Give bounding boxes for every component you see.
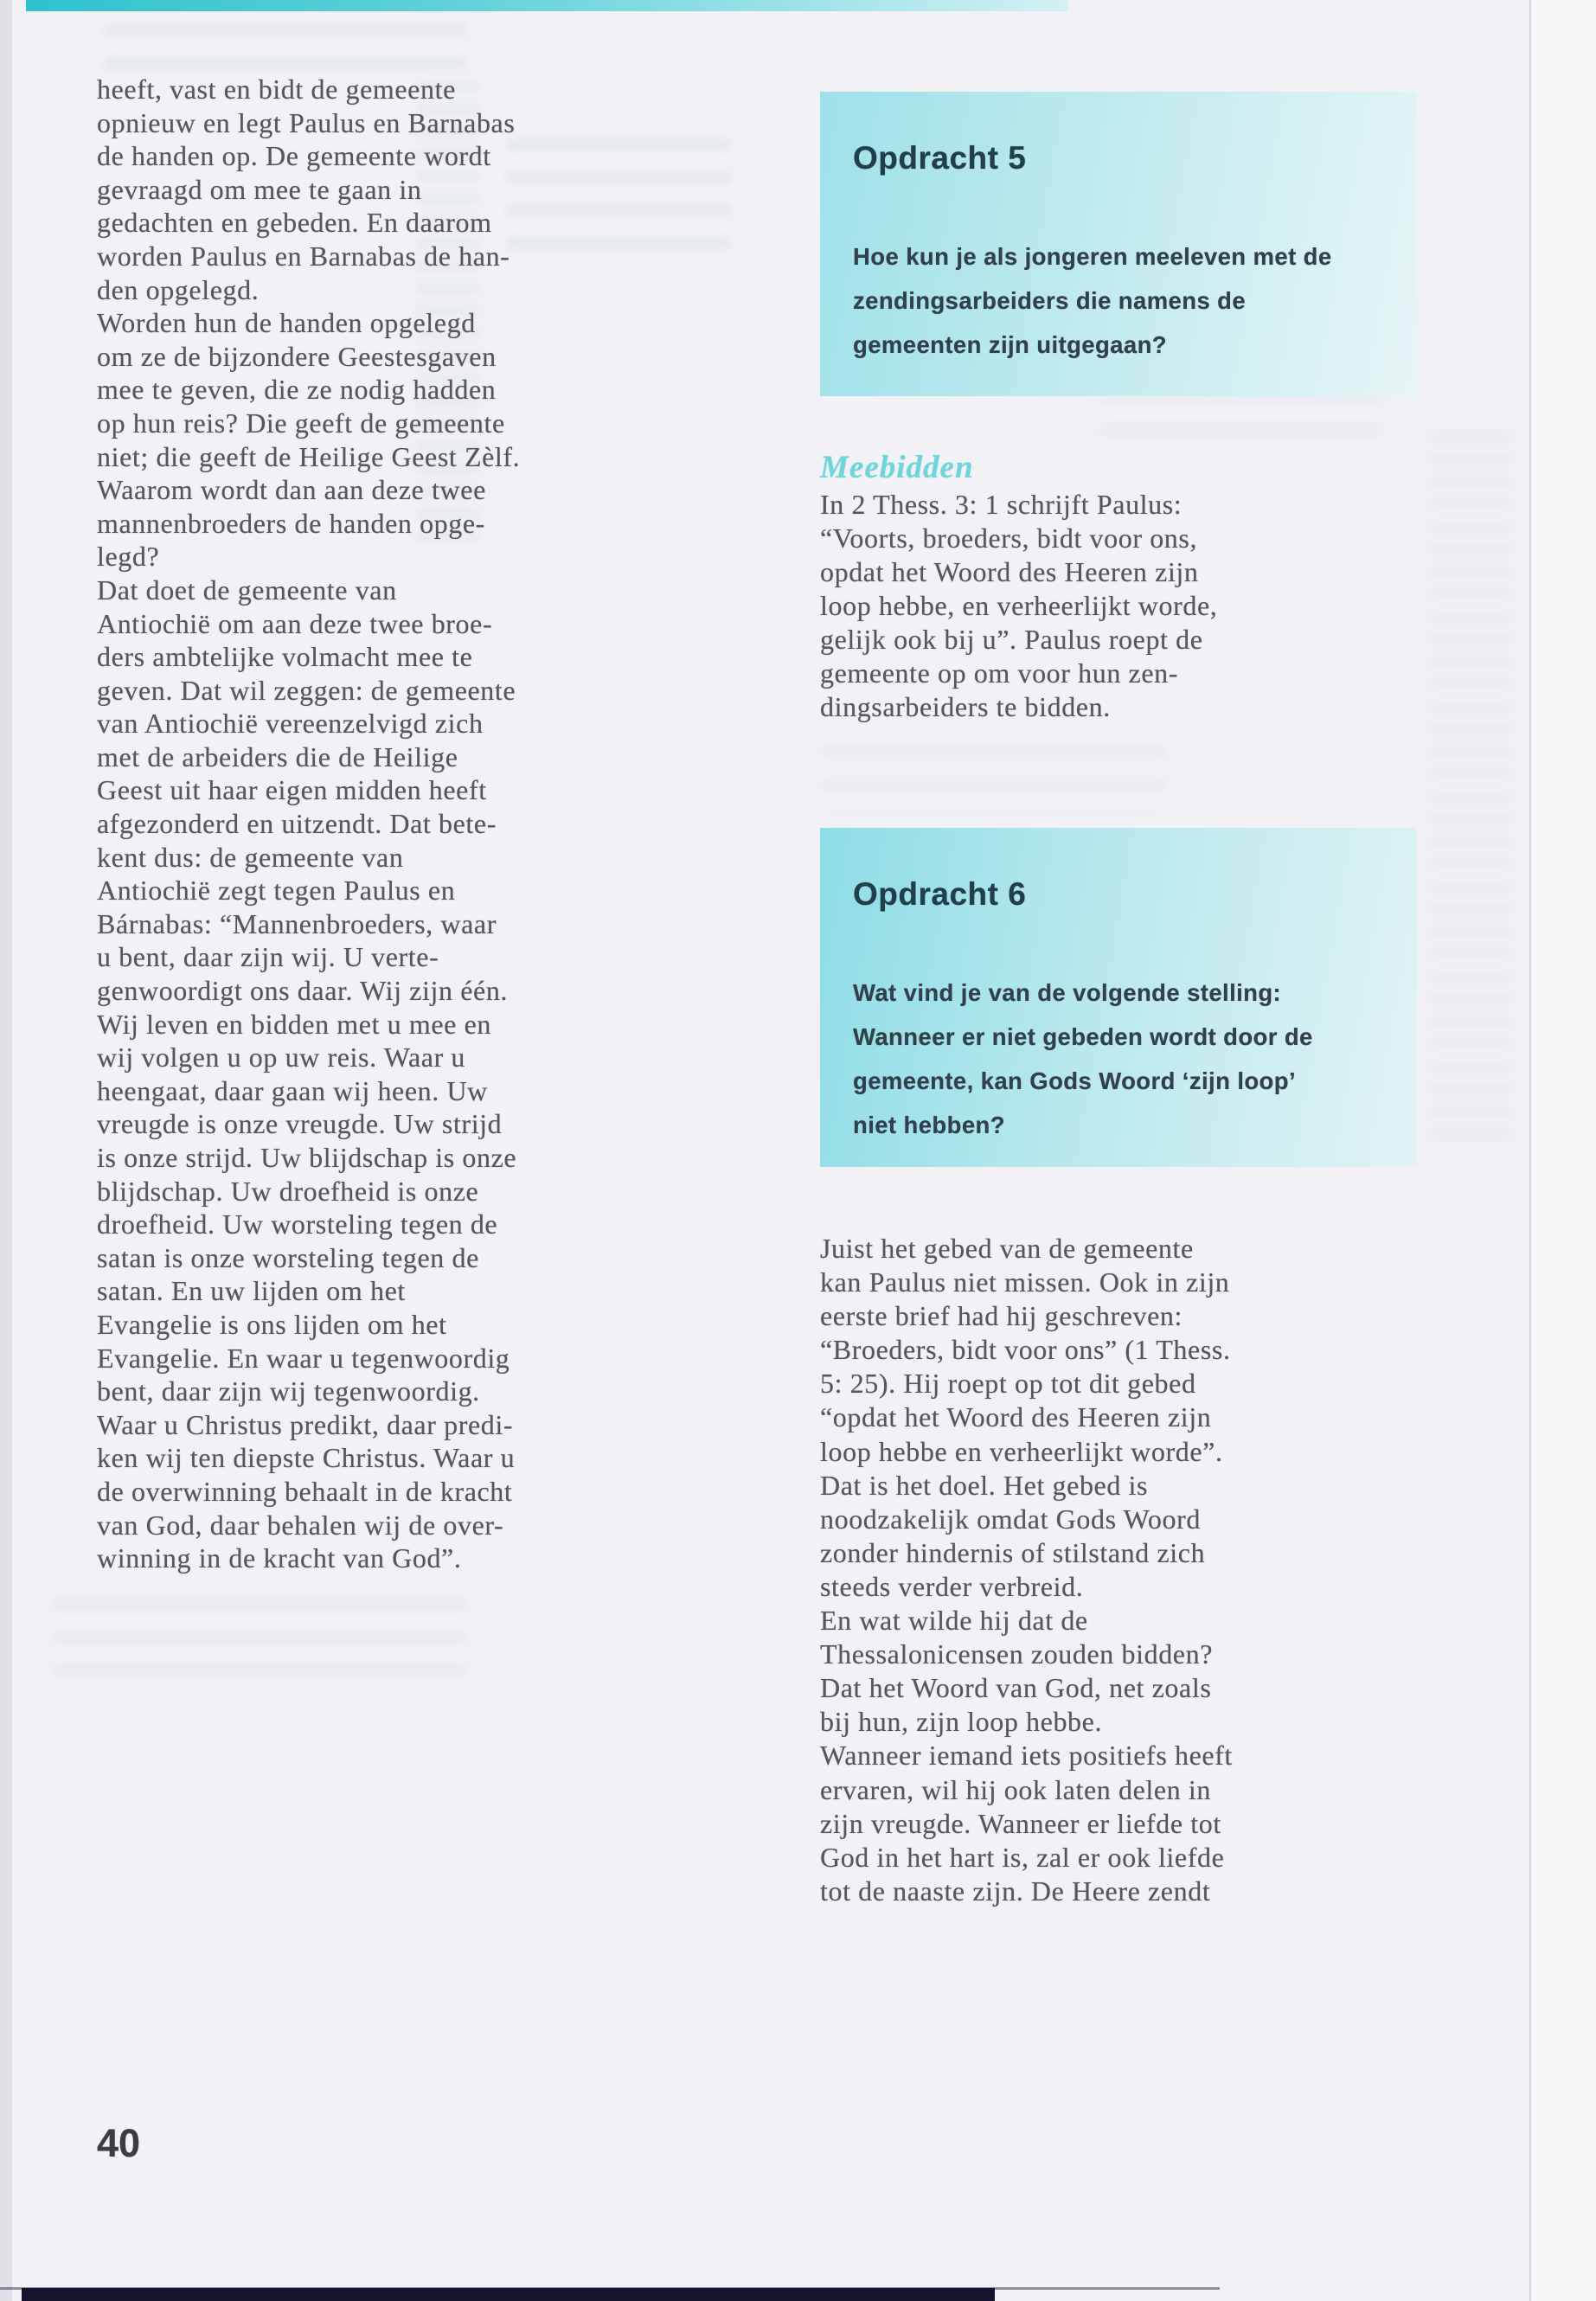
text-line: mee te geven, die ze nodig hadden xyxy=(97,374,497,406)
bleed-through-ghost xyxy=(52,1599,467,1695)
text-line: opdat het Woord des Heeren zijn xyxy=(820,556,1199,587)
bleed-through-ghost xyxy=(1427,433,1514,1142)
text-line: eerste brief had hij geschreven: xyxy=(820,1300,1183,1332)
left-text-column xyxy=(97,73,520,1575)
bleed-through-ghost xyxy=(506,138,731,251)
text-line: Wij leven en bidden met u mee en xyxy=(97,1008,491,1040)
text-line: om ze de bijzondere Geestesgaven xyxy=(97,340,497,372)
text-line: satan is onze worsteling tegen de xyxy=(97,1241,479,1273)
text-line: vreugde is onze vreugde. Uw strijd xyxy=(97,1108,503,1140)
text-line: Bárnabas: “Mannenbroeders, waar xyxy=(97,907,497,939)
text-line: loop hebbe, en verheerlijkt worde, xyxy=(820,590,1218,621)
bleed-through-ghost xyxy=(822,746,1168,815)
text-line: zonder hindernis of stilstand zich xyxy=(820,1536,1206,1568)
text-line: “Voorts, broeders, bidt voor ons, xyxy=(820,522,1198,554)
text-line: 5: 25). Hij roept op tot dit gebed xyxy=(820,1368,1196,1400)
text-line: legd? xyxy=(97,541,160,573)
text-line: niet; die geeft de Heilige Geest Zèlf. xyxy=(97,440,521,472)
text-line: En wat wilde hij dat de xyxy=(820,1605,1088,1637)
text-line: Wanneer iemand iets positiefs heeft xyxy=(820,1740,1233,1772)
text-line: “opdat het Woord des Heeren zijn xyxy=(820,1401,1212,1433)
page-edge-line xyxy=(1529,0,1531,2301)
text-line: tot de naaste zijn. De Heere zendt xyxy=(820,1875,1211,1907)
text-line: Worden hun de handen opgelegd xyxy=(97,307,476,339)
text-line: Wanneer er niet gebeden wordt door de xyxy=(853,1023,1313,1050)
text-line: Dat is het doel. Het gebed is xyxy=(820,1469,1149,1501)
text-line: In 2 Thess. 3: 1 schrijft Paulus: xyxy=(820,489,1183,520)
text-line: u bent, daar zijn wij. U verte- xyxy=(97,941,439,973)
text-line: Wat vind je van de volgende stelling: xyxy=(853,979,1282,1006)
footer-accent-bar xyxy=(22,2288,995,2301)
text-line: ken wij ten diepste Christus. Waar u xyxy=(97,1442,516,1474)
text-line: Juist het gebed van de gemeente xyxy=(820,1233,1194,1264)
page-number: 40 xyxy=(97,2121,141,2165)
text-line: zendingsarbeiders die namens de xyxy=(853,287,1247,314)
text-line: heengaat, daar gaan wij heen. Uw xyxy=(97,1074,488,1106)
text-line: heeft, vast en bidt de gemeente xyxy=(97,74,456,105)
header-accent-bar xyxy=(26,0,1068,11)
text-line: dingsarbeiders te bidden. xyxy=(820,691,1111,722)
text-line: wij volgen u op uw reis. Waar u xyxy=(97,1042,466,1074)
text-line: God in het hart is, zal er ook liefde xyxy=(820,1841,1225,1873)
text-line: is onze strijd. Uw blijdschap is onze xyxy=(97,1142,517,1173)
text-line: de overwinning behaalt in de kracht xyxy=(97,1475,513,1507)
text-line: Evangelie. En waar u tegenwoordig xyxy=(97,1342,510,1374)
text-line: Waar u Christus predikt, daar predi- xyxy=(97,1408,514,1440)
text-line: van God, daar behalen wij de over- xyxy=(97,1509,504,1541)
text-line: genwoordigt ons daar. Wij zijn één. xyxy=(97,975,509,1007)
text-line: Waarom wordt dan aan deze twee xyxy=(97,474,486,506)
scan-right-margin xyxy=(1531,0,1596,2301)
text-line: geven. Dat wil zeggen: de gemeente xyxy=(97,674,516,706)
opdracht-6-title: Opdracht 6 xyxy=(853,876,1027,912)
text-line: blijdschap. Uw droefheid is onze xyxy=(97,1175,479,1207)
text-line: gemeenten zijn uitgegaan? xyxy=(853,331,1167,358)
text-line: satan. En uw lijden om het xyxy=(97,1275,406,1307)
text-line: ervaren, wil hij ook laten delen in xyxy=(820,1773,1211,1805)
scan-left-edge-shadow xyxy=(0,0,12,2301)
text-line: mannenbroeders de handen opge- xyxy=(97,507,485,539)
right-text-column xyxy=(820,1232,1233,1908)
opdracht-6-question xyxy=(853,971,1313,1147)
text-line: den opgelegd. xyxy=(97,273,260,305)
text-line: bent, daar zijn wij tegenwoordig. xyxy=(97,1375,480,1407)
text-line: gemeente, kan Gods Woord ‘zijn loop’ xyxy=(853,1067,1296,1094)
text-line: van Antiochië vereenzelvigd zich xyxy=(97,708,484,740)
text-line: Antiochië zegt tegen Paulus en xyxy=(97,875,456,907)
text-line: steeds verder verbreid. xyxy=(820,1570,1084,1602)
text-line: “Broeders, bidt voor ons” (1 Thess. xyxy=(820,1334,1231,1366)
bleed-through-ghost xyxy=(104,24,467,74)
text-line: bij hun, zijn loop hebbe. xyxy=(820,1706,1103,1738)
text-line: gevraagd om mee te gaan in xyxy=(97,173,422,205)
text-line: Geest uit haar eigen midden heeft xyxy=(97,774,487,806)
opdracht-5-question xyxy=(853,234,1332,367)
text-line: gemeente op om voor hun zen- xyxy=(820,657,1179,689)
text-line: Antiochië om aan deze twee broe- xyxy=(97,607,493,639)
opdracht-6-box xyxy=(820,828,1417,1167)
text-line: Dat doet de gemeente van xyxy=(97,574,397,606)
text-line: loop hebbe en verheerlijkt worde”. xyxy=(820,1435,1223,1467)
text-line: kent dus: de gemeente van xyxy=(97,841,404,873)
text-line: noodzakelijk omdat Gods Woord xyxy=(820,1503,1201,1535)
text-line: ders ambtelijke volmacht mee te xyxy=(97,641,473,673)
text-line: droefheid. Uw worsteling tegen de xyxy=(97,1208,498,1240)
text-line: niet hebben? xyxy=(853,1112,1005,1138)
text-line: worden Paulus en Barnabas de han- xyxy=(97,240,510,272)
text-line: op hun reis? Die geeft de gemeente xyxy=(97,407,505,439)
text-line: Hoe kun je als jongeren meeleven met de xyxy=(853,243,1332,270)
meebidden-paragraph xyxy=(820,488,1217,724)
text-line: zijn vreugde. Wanneer er liefde tot xyxy=(820,1807,1221,1839)
text-line: opnieuw en legt Paulus en Barnabas xyxy=(97,106,516,138)
opdracht-5-title: Opdracht 5 xyxy=(853,140,1027,176)
text-line: kan Paulus niet missen. Ook in zijn xyxy=(820,1266,1230,1298)
text-line: Evangelie is ons lijden om het xyxy=(97,1308,447,1340)
text-line: Dat het Woord van God, net zoals xyxy=(820,1672,1212,1704)
text-line: winning in de kracht van God”. xyxy=(97,1542,462,1574)
opdracht-5-box xyxy=(820,92,1417,396)
text-line: Thessalonicensen zouden bidden? xyxy=(820,1638,1214,1670)
text-line: met de arbeiders die de Heilige xyxy=(97,740,458,772)
meebidden-heading: Meebidden xyxy=(820,450,974,485)
text-line: gelijk ook bij u”. Paulus roept de xyxy=(820,624,1203,655)
text-line: gedachten en gebeden. En daarom xyxy=(97,207,492,239)
text-line: de handen op. De gemeente wordt xyxy=(97,140,491,172)
text-line: afgezonderd en uitzendt. Dat bete- xyxy=(97,808,497,840)
